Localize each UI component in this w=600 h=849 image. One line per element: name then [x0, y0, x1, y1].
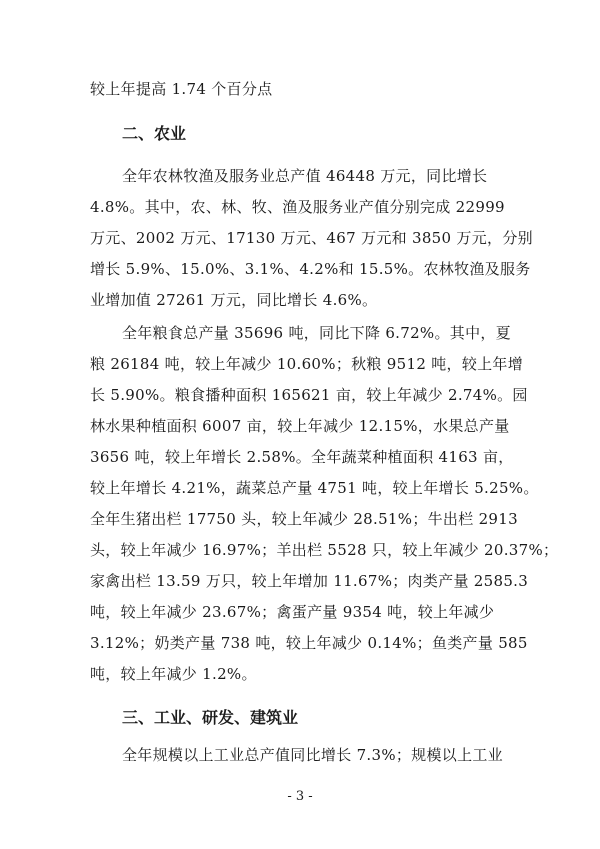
text-line: 长 5.90%。粮食播种面积 165621 亩，较上年减少 2.74%。园 [90, 386, 528, 404]
text-line: 增长 5.9%、15.0%、3.1%、4.2%和 15.5%。农林牧渔及服务 [90, 260, 531, 278]
text-line: 业增加值 27261 万元，同比增长 4.6%。 [90, 291, 378, 309]
section-heading-agriculture: 二、农业 [122, 124, 187, 143]
page-number: - 3 - [287, 789, 313, 804]
text-line: 3.12%；奶类产量 738 吨，较上年减少 0.14%；鱼类产量 585 [90, 634, 528, 652]
section-heading-industry: 三、工业、研发、建筑业 [122, 708, 299, 727]
text-line: 较上年增长 4.21%，蔬菜总产量 4751 吨，较上年增长 5.25%。 [90, 479, 539, 497]
text-line: 3656 吨，较上年增长 2.58%。全年蔬菜种植面积 4163 亩， [90, 448, 514, 466]
text-line: 吨，较上年减少 23.67%；禽蛋产量 9354 吨，较上年减少 [90, 603, 495, 621]
text-line: 林水果种植面积 6007 亩，较上年减少 12.15%，水果总产量 [90, 417, 510, 435]
text-line: 头，较上年减少 16.97%；羊出栏 5528 只，较上年减少 20.37%； [90, 541, 559, 559]
text-line: 4.8%。其中，农、林、牧、渔及服务业产值分别完成 22999 [90, 198, 505, 216]
text-line: 家禽出栏 13.59 万只，较上年增加 11.67%；肉类产量 2585.3 [90, 572, 529, 590]
continued-line: 较上年提高 1.74 个百分点 [90, 80, 273, 98]
text-line: 吨，较上年减少 1.2%。 [90, 665, 257, 683]
text-line: 全年农林牧渔及服务业总产值 46448 万元，同比增长 [122, 167, 488, 185]
text-line: 全年生猪出栏 17750 头，较上年减少 28.51%；牛出栏 2913 [90, 510, 518, 528]
text-line: 全年规模以上工业总产值同比增长 7.3%；规模以上工业 [122, 746, 503, 764]
text-line: 粮 26184 吨，较上年减少 10.60%；秋粮 9512 吨，较上年增 [90, 355, 524, 373]
text-line: 万元、2002 万元、17130 万元、467 万元和 3850 万元，分别 [90, 229, 533, 247]
text-line: 全年粮食总产量 35696 吨，同比下降 6.72%。其中，夏 [122, 324, 511, 342]
